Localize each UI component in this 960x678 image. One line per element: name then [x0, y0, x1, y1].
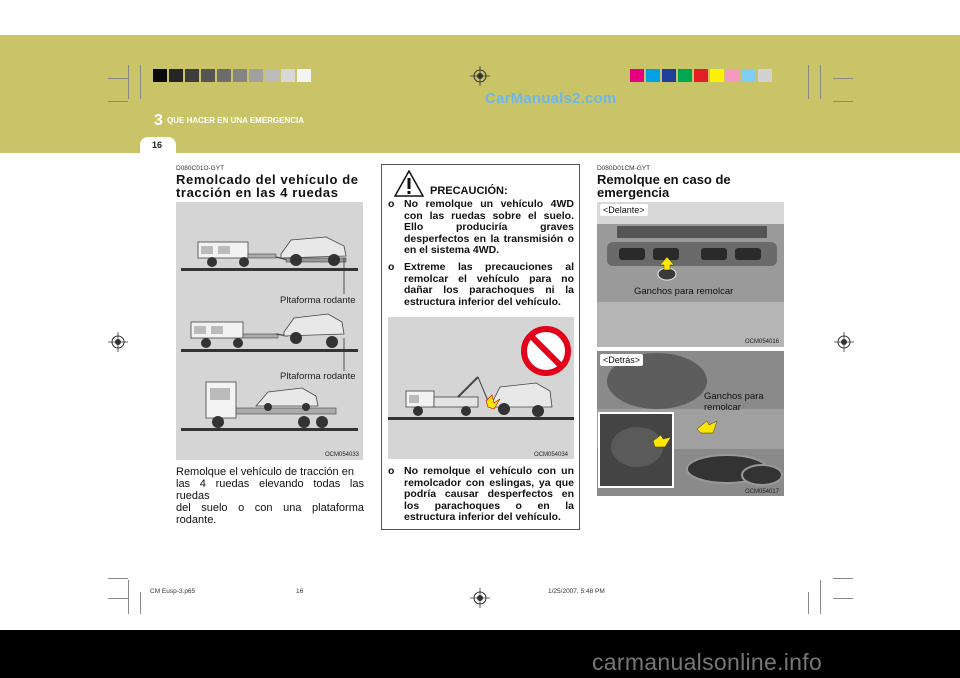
- registration-mark-icon: [470, 588, 490, 608]
- color-swatch: [694, 69, 708, 82]
- gray-swatch: [185, 69, 199, 82]
- prohibited-sling-tow-illustration-icon: [388, 317, 574, 459]
- towing-flatbed-figure: [176, 202, 363, 460]
- caution-bullet: [388, 199, 574, 257]
- footer-file: CM Eusp-3.p65: [150, 588, 196, 595]
- gray-swatch: [217, 69, 231, 82]
- section-code: D080C01O-GYT: [176, 165, 225, 172]
- site-watermark[interactable]: CarManuals2.com: [485, 90, 617, 107]
- figure-label: Pltaforma rodante: [280, 371, 356, 382]
- crop-mark: [833, 78, 853, 79]
- color-swatch: [646, 69, 660, 82]
- gray-swatch: [265, 69, 279, 82]
- crop-mark: [140, 65, 141, 99]
- crop-mark: [108, 598, 128, 599]
- caution-bullet: [388, 466, 574, 524]
- gray-swatch: [153, 69, 167, 82]
- gray-swatch: [201, 69, 215, 82]
- sling-tow-figure: [388, 317, 574, 459]
- bullet-marker: o: [388, 261, 395, 273]
- bullet-marker: o: [388, 465, 395, 477]
- warning-triangle-icon: [394, 170, 424, 197]
- caution-title: PRECAUCIÓN:: [430, 185, 508, 197]
- crop-mark: [108, 78, 128, 79]
- footer-page: 16: [296, 588, 304, 595]
- crop-mark: [128, 580, 129, 614]
- registration-mark-icon: [470, 66, 490, 86]
- footer-date: 1/25/2007, 5:48 PM: [548, 588, 605, 595]
- callout-line: remolcar: [704, 402, 741, 413]
- rear-bumper-photo-icon: [597, 351, 784, 496]
- figure-code: OCM054017: [745, 489, 780, 495]
- front-tow-hook-photo: [597, 202, 784, 347]
- crop-mark: [108, 578, 128, 579]
- rear-label: <Detrás>: [600, 354, 643, 366]
- callout-line: Ganchos para: [704, 391, 764, 402]
- body-line: las 4 ruedas elevando todas las ruedas: [176, 478, 364, 502]
- crop-mark: [820, 580, 821, 614]
- crop-mark: [808, 592, 809, 614]
- bullet-text: No remolque un vehículo 4WD con las ruedas sobre el suelo. Ello produciría graves desperfectos en la transmisión o en el sistema 4WD.: [404, 198, 574, 256]
- tow-truck-illustration-icon: [176, 202, 363, 460]
- front-label: <Delante>: [600, 204, 648, 216]
- header-band: [0, 35, 960, 153]
- gray-swatch: [297, 69, 311, 82]
- registration-mark-icon: [108, 332, 128, 352]
- heading-line: emergencia: [597, 185, 670, 200]
- color-swatch: [710, 69, 724, 82]
- color-swatch: [758, 69, 772, 82]
- page-number: 16: [152, 140, 163, 150]
- heading-line: tracción en las 4 ruedas: [176, 185, 339, 200]
- crop-mark: [108, 101, 128, 102]
- heading-line: Remolque en caso de: [597, 172, 731, 187]
- front-callout: Ganchos para remolcar: [634, 286, 734, 297]
- bullet-text: Extreme las precauciones al remolcar el vehículo para no dañar los parachoques ni la estructura inferior del vehículo.: [404, 261, 574, 308]
- figure-label: Pltaforma rodante: [280, 295, 356, 306]
- heading-line: Remolcado del vehículo de: [176, 172, 359, 187]
- body-paragraph: [176, 466, 364, 526]
- gray-swatch: [281, 69, 295, 82]
- color-swatch: [726, 69, 740, 82]
- bottom-watermark[interactable]: carmanualsonline.info: [592, 649, 823, 675]
- color-swatch: [630, 69, 644, 82]
- crop-mark: [820, 65, 821, 99]
- crop-mark: [808, 65, 809, 99]
- chapter-title: QUE HACER EN UNA EMERGENCIA: [167, 116, 305, 125]
- section-heading: [597, 173, 731, 199]
- registration-mark-icon: [834, 332, 854, 352]
- bullet-text: No remolque el vehículo con un remolcador con eslingas, ya que podría causar desperfectos en los parachoques o en la estructura inferior del vehículo.: [404, 465, 574, 523]
- bullet-marker: o: [388, 198, 395, 210]
- crop-mark: [833, 598, 853, 599]
- body-line: Remolque el vehículo de tracción en: [176, 466, 354, 478]
- chapter-number: 3: [154, 112, 163, 129]
- gray-swatch: [169, 69, 183, 82]
- gray-swatch: [233, 69, 247, 82]
- crop-mark: [833, 578, 853, 579]
- crop-mark: [128, 65, 129, 99]
- color-swatch: [678, 69, 692, 82]
- crop-mark: [140, 592, 141, 614]
- figure-code: OCM054033: [325, 452, 360, 458]
- caution-box: [381, 164, 580, 530]
- section-code: D080D01CM-GYT: [597, 165, 651, 172]
- front-bumper-photo-icon: [597, 202, 784, 347]
- color-swatch: [742, 69, 756, 82]
- color-swatch: [662, 69, 676, 82]
- caution-bullet: [388, 262, 574, 308]
- section-heading: [176, 173, 359, 199]
- gray-swatch: [249, 69, 263, 82]
- crop-mark: [833, 101, 853, 102]
- figure-code: OCM054034: [534, 452, 569, 458]
- rear-tow-hook-photo: [597, 351, 784, 496]
- body-line: del suelo o con una plataforma rodante.: [176, 502, 364, 526]
- rear-callout: [704, 391, 764, 413]
- figure-code: OCM054016: [745, 339, 780, 345]
